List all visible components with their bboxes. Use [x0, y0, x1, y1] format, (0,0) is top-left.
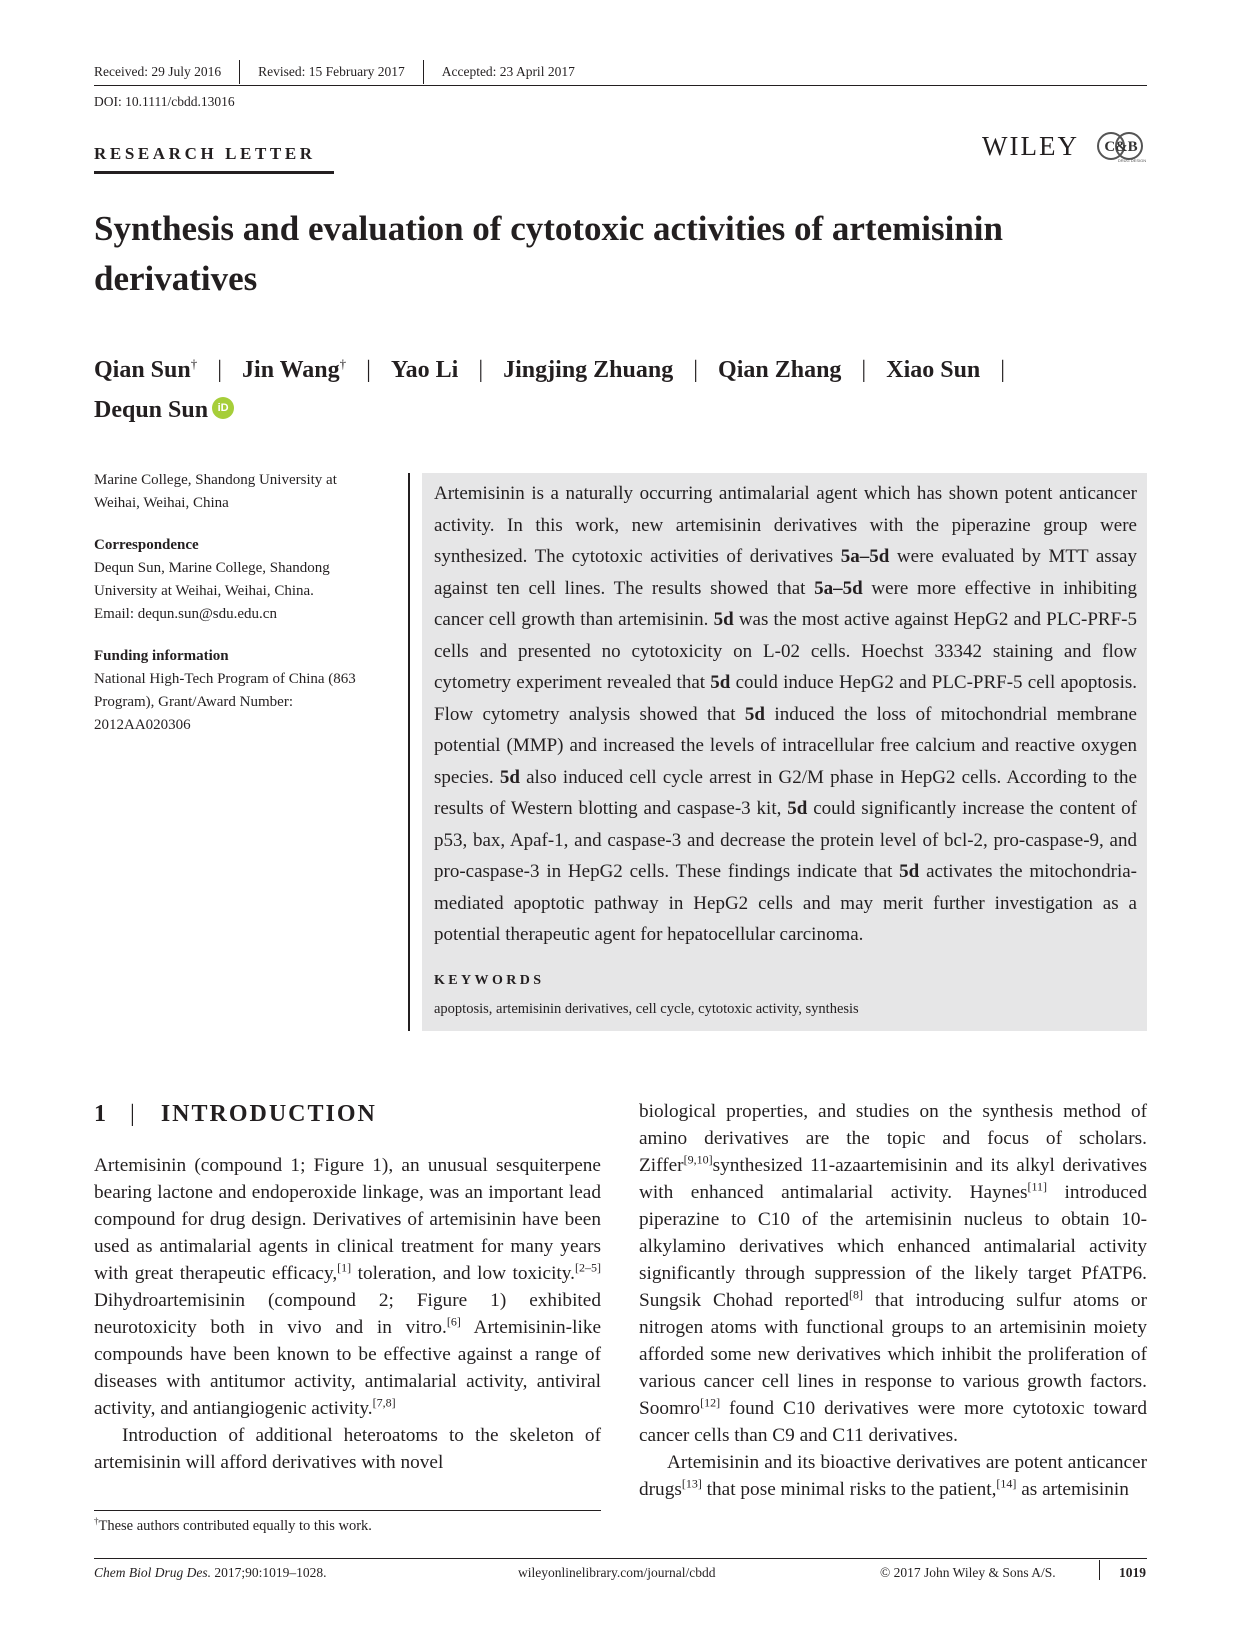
section-number: 1	[94, 1101, 108, 1127]
journal-citation: Chem Biol Drug Des. 2017;90:1019–1028.	[94, 1565, 327, 1580]
citation-link[interactable]: [1]	[337, 1260, 352, 1275]
journal-url[interactable]: wileyonlinelibrary.com/journal/cbdd	[518, 1565, 716, 1580]
citation-link[interactable]: [13]	[681, 1476, 702, 1491]
accepted-date: Accepted: 23 April 2017	[441, 64, 575, 79]
author[interactable]: Qian Sun†	[94, 356, 198, 383]
article-dates	[94, 60, 575, 84]
funding	[94, 645, 384, 737]
author[interactable]: Qian Zhang	[718, 357, 842, 383]
paragraph: Artemisinin (compound 1; Figure 1), an unusual sesquiterpene bearing lactone and endoperoxide linkage, was an important lead compound for drug design. Derivatives of artemisinin have been used as antimalarial agents in clinical treatment for many years with great therapeutic efficacy,[1] toleration, and low toxicity.[2–5] Dihydroartemisinin (compound 2; Figure 1) exhibited neurotoxicity both in vivo and in vitro.[6] Artemisinin-like compounds have been known to be effective against a range of diseases with antitumor activity, antimalarial activity, antiviral activity, and antiangiogenic activity.[7,8]	[94, 1155, 602, 1419]
abstract-rule	[408, 473, 410, 1031]
author[interactable]: Xiao Sun	[886, 357, 981, 383]
article-type-underline	[94, 171, 334, 174]
correspondence-title: Correspondence	[94, 537, 199, 553]
page-number: 1019	[1119, 1565, 1146, 1580]
citation-link[interactable]: [14]	[996, 1476, 1017, 1491]
correspondence	[94, 534, 384, 626]
author[interactable]: Dequn Sun	[94, 397, 209, 423]
abstract-text: Artemisinin is a naturally occurring antimalarial agent which has shown potent anticancer activity. In this work, new artemisinin derivatives with the piperazine group were synthesized. The cytotoxic activities of derivatives 5a–5d were evaluated by MTT assay against ten cell lines. The results showed that 5a–5d were more effective in inhibiting cancer cell growth than artemisinin. 5d was the most active against HepG2 and PLC-PRF-5 cells and presented no cytotoxicity on L-02 cells. Hoechst 33342 staining and flow cytometry experiment revealed that 5d could induce HepG2 and PLC-PRF-5 cell apoptosis. Flow cytometry analysis showed that 5d induced the loss of mitochondrial membrane potential (MMP) and increased the levels of intracellular free calcium and reactive oxygen species. 5d also induced cell cycle arrest in G2/M phase in HepG2 cells. According to the results of Western blotting and caspase-3 kit, 5d could significantly increase the content of p53, bax, Apaf-1, and caspase-3 and decrease the protein level of bcl-2, pro-caspase-9, and pro-caspase-3 in HepG2 cells. These findings indicate that 5d activates the mitochondria-mediated apoptotic pathway in HepG2 cells and may merit further investigation as a potential therapeutic agent for hepatocellular carcinoma.	[434, 483, 1138, 945]
citation-link[interactable]: [8]	[849, 1287, 863, 1302]
divider	[239, 60, 240, 84]
paragraph: biological properties, and studies on the synthesis method of amino derivatives are the topic and focus of scholars. Ziffer[9,10]synthesized 11-azaartemisinin and its alkyl derivatives with enhanced antimalarial activity. Haynes[11] introduced piperazine to C10 of the artemisinin nucleus to obtain 10-alkylamino derivatives which enhanced antimalarial activity significantly through suppression of the likely target PfATP6. Sungsik Chohad reported[8] that introducing sulfur atoms or nitrogen atoms with functional groups to an artemisinin moiety afforded some new derivatives which inhibit the proliferation of various cancer cell lines in response to various growth factors. Soomro[12] found C10 derivatives were more cytotoxic toward cancer cells than C9 and C11 derivatives.	[639, 1101, 1147, 1446]
paragraph: Introduction of additional heteroatoms to the skeleton of artemisinin will afford derivatives with novel	[94, 1425, 601, 1473]
affiliation: Marine College, Shandong University at Weihai, Weihai, China	[94, 472, 337, 511]
footer-rule	[94, 1558, 1147, 1559]
divider	[423, 60, 424, 84]
copyright: © 2017 John Wiley & Sons A/S.	[880, 1565, 1056, 1580]
divider	[1099, 1560, 1100, 1580]
doi[interactable]: DOI: 10.1111/cbdd.13016	[94, 94, 235, 109]
journal-logo-subtext: DRUG DESIGN	[1117, 158, 1146, 163]
section-heading: 1 | INTRODUCTION	[94, 1101, 377, 1127]
citation-link[interactable]: [6]	[446, 1314, 461, 1329]
header-rule	[94, 85, 1147, 86]
author-list: Qian Sun† | Jin Wang† | Yao Li | Jingjing Zhuang | Qian Zhang | Xiao Sun | Dequn Sun iD	[94, 356, 1006, 423]
body-column-left	[94, 1152, 601, 1476]
revised-date: Revised: 15 February 2017	[258, 64, 405, 79]
author[interactable]: Yao Li	[390, 357, 459, 383]
author[interactable]: Jin Wang†	[242, 356, 347, 383]
citation-link[interactable]: [9,10]	[683, 1152, 713, 1167]
correspondence-text: Dequn Sun, Marine College, Shandong University at Weihai, Weihai, China.	[94, 560, 330, 599]
citation-link[interactable]: [2–5]	[575, 1260, 601, 1275]
funding-title: Funding information	[94, 648, 229, 664]
section-title: INTRODUCTION	[160, 1101, 377, 1127]
author[interactable]: Jingjing Zhuang	[503, 357, 674, 383]
article-type: RESEARCH LETTER	[94, 144, 316, 163]
received-date: Received: 29 July 2016	[94, 64, 222, 79]
sidebar-info	[94, 469, 384, 756]
email[interactable]: Email: dequn.sun@sdu.edu.cn	[94, 606, 277, 622]
keywords: apoptosis, artemisinin derivatives, cell cycle, cytotoxic activity, synthesis	[434, 1001, 859, 1017]
funding-text: National High-Tech Program of China (863 Program), Grant/Award Number: 2012AA020306	[94, 671, 356, 733]
body-column-right	[639, 1098, 1147, 1503]
citation-link[interactable]: [11]	[1027, 1179, 1048, 1194]
journal-logo-icon	[1096, 130, 1146, 164]
keywords-title: KEYWORDS	[434, 973, 545, 988]
article-title: Synthesis and evaluation of cytotoxic activities of artemisinin derivatives	[94, 209, 1003, 298]
journal-logo-text: C&B	[1104, 139, 1138, 155]
footnote-rule	[94, 1510, 601, 1511]
orcid-icon[interactable]: iD	[212, 397, 234, 419]
footnote: †These authors contributed equally to this work.	[94, 1516, 372, 1534]
publisher-logo[interactable]: WILEY	[982, 131, 1079, 161]
abstract-box	[422, 473, 1147, 1031]
citation-link[interactable]: [7,8]	[372, 1395, 396, 1410]
citation-link[interactable]: [12]	[700, 1395, 721, 1410]
paragraph: Artemisinin and its bioactive derivatives are potent anticancer drugs[13] that pose minimal risks to the patient,[14] as artemisinin	[639, 1452, 1147, 1500]
